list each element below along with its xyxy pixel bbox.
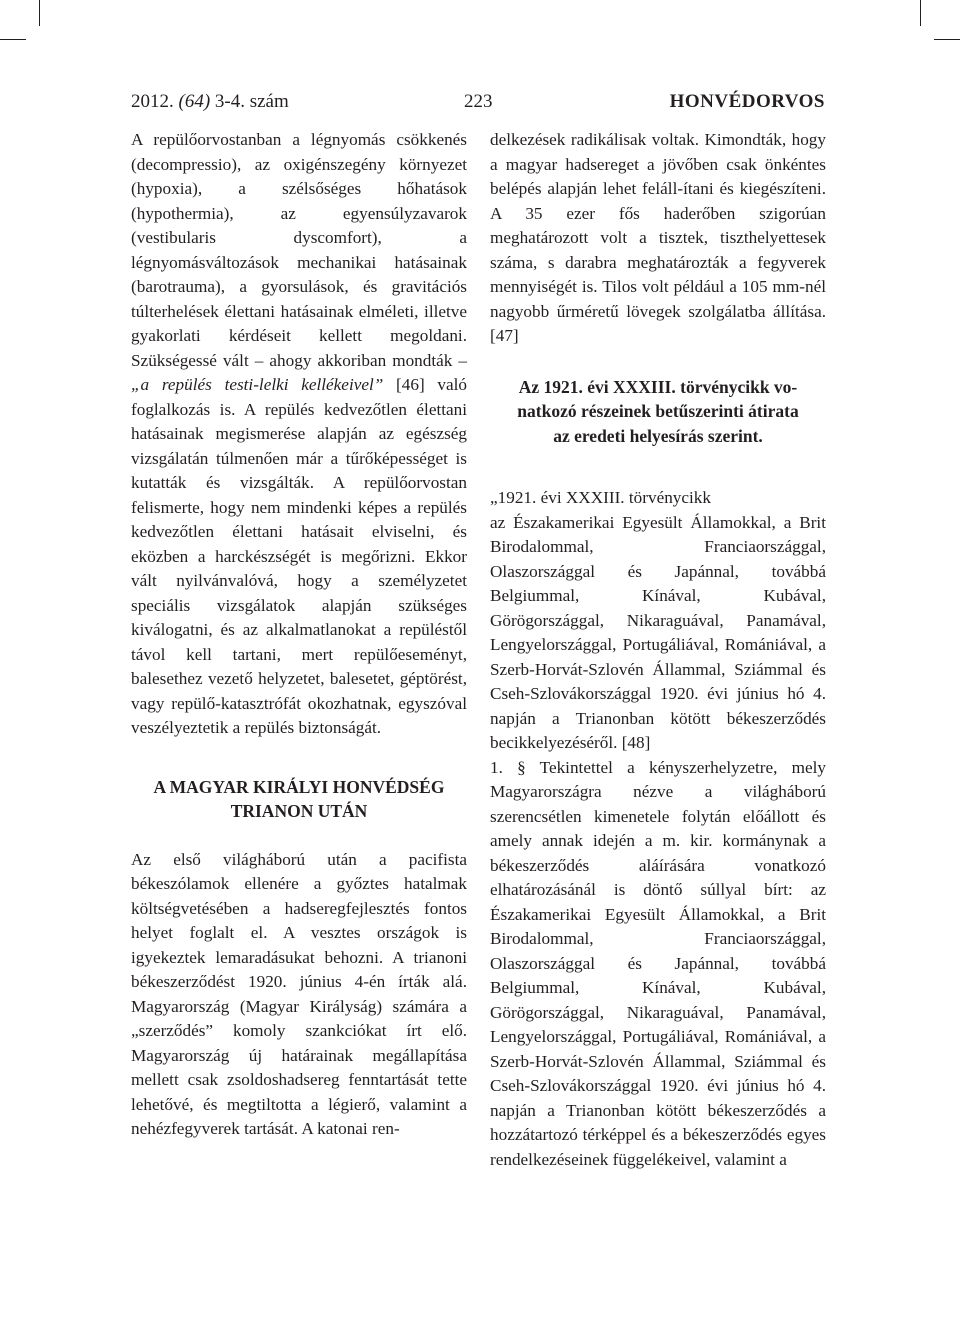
section-heading: A MAGYAR KIRÁLYI HONVÉDSÉG TRIANON UTÁN (153, 776, 445, 821)
crop-mark-top-right-h (934, 39, 960, 40)
law-section-1: 1. § Tekintettel a kényszerhelyzetre, mely Magyarországra nézve a világháború szerencsétlen kimenetele folytán előállott és amely annak idején a m. kir. kormánynak a békeszerződés aláírására vonatkozó elhatározásánál is döntő súllyal bírt: az Északamerikai Egyesült Államokkal, a Brit Birodalommal, Franciaországgal, Olaszországgal és Japánnal, továbbá Belgiummal, Kínával, Kubával, Görögországgal, Nikaraguával, Panamával, Lengyelországgal, Portugáliával, Romániával, a Szerb-Horvát-Szlovén Állammal, Sziámmal és Cseh-Szlovákországgal 1920. évi június hó 4. napján a Trianonban kötött békeszerződés a hozzátartozó térképpel és a békeszerződés egyes rendelkezéseinek függelékeivel, valamint a (490, 757, 826, 1169)
law-body: az Északamerikai Egyesült Államokkal, a Brit Birodalommal, Franciaországgal, Olaszországgal és Japánnal, továbbá Belgiummal, Kínával, Kubával, Görögországgal, Nikaraguával, Panamával, Lengyelországgal, Portugáliával, Romániával, a Szerb-Horvát-Szlovén Állammal, Sziámmal és Cseh-Szlovákországgal 1920. évi június hó 4. napján a Trianonban kötött békeszerződés becikkelyezéséről. [48] (490, 512, 826, 752)
quote-italic: „a repülés testi-lelki kellékeivel” (131, 375, 384, 394)
law-transcript-heading: Az 1921. évi XXXIII. törvénycikk vo- natkozó részeinek betűszerinti átirata az eredeti helyesírás szerint. (517, 376, 799, 446)
crop-mark-top-right (920, 0, 921, 26)
crop-mark-top-left-h (0, 39, 26, 40)
paragraph-trianon: Az első világháború után a pacifista békeszólamok ellenére a győztes hatalmak költségvetésében a hadseregfejlesztés fontos helyet foglalt el. A vesztes országok is igyekeztek lemaradásukat behozni. A trianoni békeszerződést 1920. június 4-én írták alá. Magyarország (Magyar Királyság) számára a „szerződés” komoly szankciókat írt elő. Magyarország új határainak megállapítása mellett csak zsoldoshadsereg fenntartását tette lehetővé, és megtiltotta a légierő, valamint a nehézfegyverek tartását. A katonai ren- (131, 849, 467, 1138)
volume-number: (64) (178, 91, 211, 112)
right-column (490, 128, 826, 1172)
issue-info: 2012. (64) 3-4. szám (131, 91, 289, 112)
left-column (131, 128, 467, 1142)
page-number: 223 (464, 91, 493, 112)
paragraph-continuation: delkezések radikálisak voltak. Kimondták, hogy a magyar hadsereget a jövőben csak önkéntes belépés alapján lehet feláll-ítani és kiegészíteni. A 35 ezer fős haderőben szigorúan meghatározott volt a tisztek, tiszthelyettesek száma, s darabra meghatározták a fegyverek mennyiségét is. Tilos volt például a 105 mm-nél nagyobb űrméretű lövegek szolgálatba állítása. [47] (490, 130, 826, 345)
paragraph-aviation-medicine: A repülőorvostanban a légnyomás csökkenés (decompressio), az oxigénszegény környezet (hypoxia), a szélsőséges hőhatások (hypothermia), az egyensúlyzavarok (vestibularis dyscomfort), a légnyomásváltozások mechanikai hatásainak (barotrauma), a gyorsulások, és gravitációs túlterhelések élettani hatásainak elméleti, illetve gyakorlati kérdéseit kellett megoldani. Szükségessé vált – ahogy akkoriban mondták – „a repülés testi-lelki kellékeivel” [46] való foglalkozás is. A repülés kedvezőtlen élettani hatásainak megismerése alapján az egészség vizsgálatán túlmenően már a tűrőképességet is kutatták és vizsgálták. A repülőorvostan felismerte, hogy nem mindenki képes a repülés kedvezőtlen élettani hatásait elviselni, és eközben a harckészségét is megőrizni. Ekkor vált nyilvánvalóvá, hogy a személyzetet speciális vizsgálatok alapján szükséges kiválogatni, és az alkalmatlanokat a repüléstől távol kell tartani, mert repülőeseményt, balesethez vezető helyzetet, balesetet, géptörést, vagy repülő-katasztrófát okozhatnak, egyszóval veszélyeztetik a repülés biztonságát. (131, 130, 467, 737)
running-header (131, 88, 825, 116)
crop-mark-top-left (39, 0, 40, 26)
law-title: „1921. évi XXXIII. törvénycikk (490, 488, 711, 507)
journal-title: HONVÉDORVOS (669, 91, 825, 112)
